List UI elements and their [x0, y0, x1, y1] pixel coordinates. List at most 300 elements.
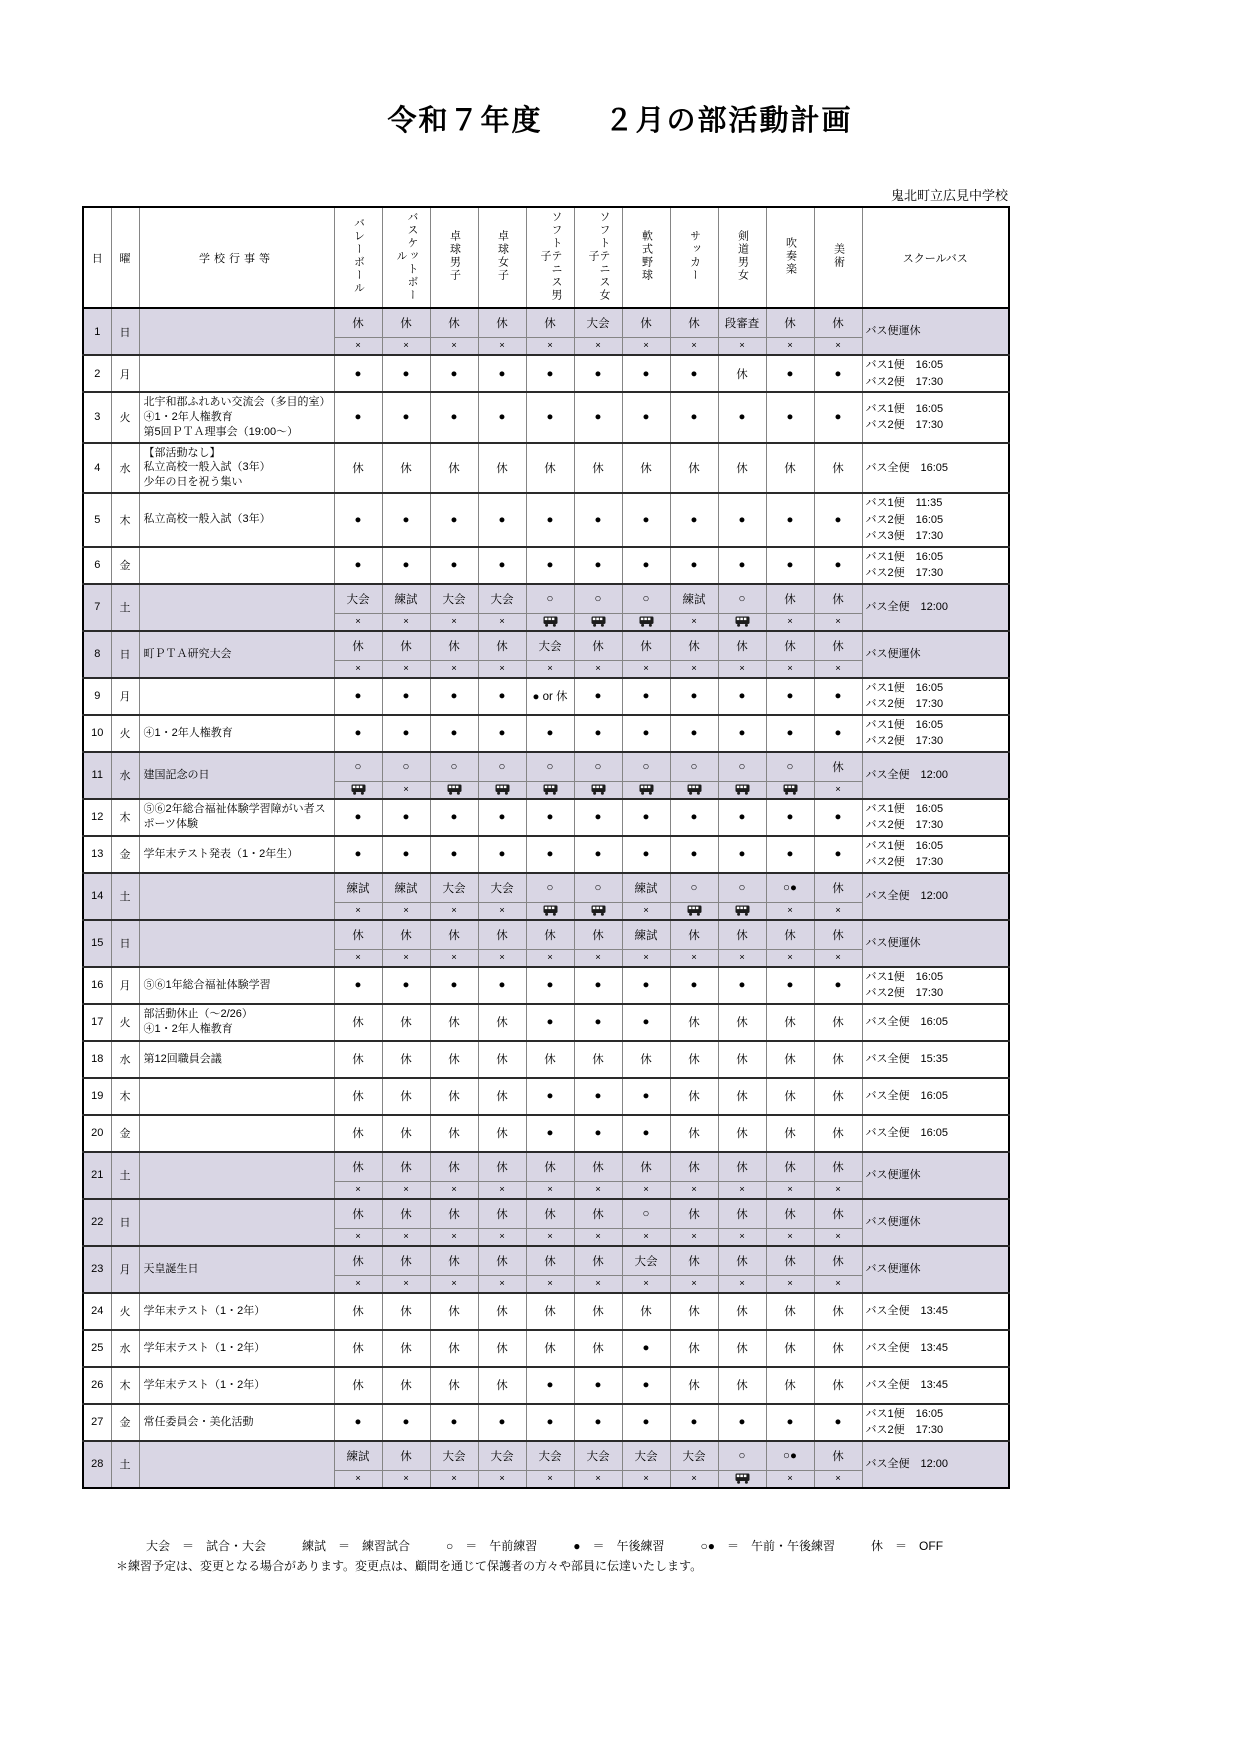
weekday: 金	[111, 547, 139, 584]
activity-mark: ●	[430, 799, 478, 836]
activity-mark: ●	[766, 493, 814, 547]
header-events: 学校行事等	[139, 207, 334, 308]
activity-mark: 休	[334, 920, 382, 950]
activity-mark: 休	[430, 1115, 478, 1152]
events-text	[139, 1004, 334, 1041]
header-club-7	[670, 207, 718, 308]
activity-mark: 休	[334, 1330, 382, 1367]
no-bus-mark: ×	[430, 1181, 478, 1199]
activity-mark: 大会	[478, 584, 526, 614]
weekday: 土	[111, 1152, 139, 1199]
weekday: 木	[111, 1367, 139, 1404]
school-name: 鬼北町立広見中学校	[890, 188, 1008, 203]
events-text	[139, 678, 334, 715]
activity-mark: ●	[622, 1115, 670, 1152]
activity-mark: ○	[574, 584, 622, 614]
bus-line: バス1便 16:05	[865, 550, 944, 563]
activity-mark: ●	[814, 1404, 862, 1441]
activity-mark: 大会	[430, 873, 478, 903]
schedule-row-day-12	[83, 799, 1009, 836]
events-text	[139, 584, 334, 631]
activity-mark: 休	[814, 1199, 862, 1229]
activity-mark: ●	[382, 547, 430, 584]
activity-mark: 練試	[334, 873, 382, 903]
activity-mark: 休	[478, 1078, 526, 1115]
activity-mark: ● or 休	[526, 678, 574, 715]
activity-mark: ●	[526, 1004, 574, 1041]
activity-mark: 大会	[622, 1246, 670, 1276]
activity-mark: 休	[766, 1367, 814, 1404]
activity-mark: 休	[526, 1330, 574, 1367]
bus-schedule	[862, 1152, 1009, 1199]
activity-mark: 休	[814, 1004, 862, 1041]
activity-mark: ●	[382, 1404, 430, 1441]
activity-mark: ●	[334, 1404, 382, 1441]
bus-ride-mark	[430, 781, 478, 799]
schedule-body	[83, 308, 1009, 1488]
no-bus-mark: ×	[670, 949, 718, 967]
activity-mark: 休	[670, 1152, 718, 1182]
day-number: 5	[83, 493, 111, 547]
activity-mark: ●	[622, 392, 670, 443]
no-bus-mark: ×	[334, 902, 382, 920]
activity-mark: ●	[334, 836, 382, 873]
schedule-row-day-18	[83, 1041, 1009, 1078]
bus-icon	[735, 616, 750, 627]
activity-mark: 休	[382, 920, 430, 950]
activity-mark: 大会	[430, 1441, 478, 1471]
activity-mark: 休	[622, 1041, 670, 1078]
activity-mark: ●	[430, 836, 478, 873]
day-number: 27	[83, 1404, 111, 1441]
events-text	[139, 547, 334, 584]
note-text: ＊練習予定は、変更となる場合があります。変更点は、顧問を通じて保護者の方々や部員に伝達いたします。	[116, 1558, 703, 1573]
day-number: 14	[83, 873, 111, 920]
no-bus-mark: ×	[382, 338, 430, 356]
bus-line: バス1便 11:35	[865, 497, 943, 510]
bus-schedule	[862, 443, 1009, 494]
weekday: 火	[111, 715, 139, 752]
activity-mark: 休	[334, 308, 382, 338]
activity-mark: ●	[670, 967, 718, 1004]
bus-line: バス1便 16:05	[865, 718, 944, 731]
activity-mark: 休	[766, 1078, 814, 1115]
day-number: 19	[83, 1078, 111, 1115]
activity-mark: ○	[766, 752, 814, 782]
activity-mark: 休	[334, 1367, 382, 1404]
activity-mark: 休	[382, 631, 430, 661]
activity-mark: ●	[574, 799, 622, 836]
activity-mark: 休	[766, 631, 814, 661]
activity-mark: ●	[382, 715, 430, 752]
activity-mark: ●	[574, 967, 622, 1004]
weekday: 土	[111, 1441, 139, 1488]
activity-mark: 休	[478, 631, 526, 661]
bus-icon	[639, 784, 654, 795]
bus-schedule	[862, 715, 1009, 752]
bus-schedule	[862, 584, 1009, 631]
activity-mark: ●	[622, 799, 670, 836]
activity-mark: 休	[478, 1367, 526, 1404]
activity-mark: ●	[526, 1367, 574, 1404]
bus-schedule	[862, 1367, 1009, 1404]
no-bus-mark: ×	[334, 1275, 382, 1293]
no-bus-mark: ×	[334, 613, 382, 631]
weekday: 日	[111, 631, 139, 678]
activity-mark: 休	[574, 443, 622, 494]
schedule-row-day-8	[83, 631, 1009, 661]
bus-ride-mark	[718, 781, 766, 799]
no-bus-mark: ×	[478, 660, 526, 678]
weekday: 水	[111, 752, 139, 799]
activity-mark: ○	[526, 584, 574, 614]
activity-mark: ●	[526, 1078, 574, 1115]
bus-icon	[591, 905, 606, 916]
no-bus-mark: ×	[478, 949, 526, 967]
activity-mark: 休	[718, 920, 766, 950]
activity-mark: ●	[718, 1404, 766, 1441]
bus-ride-mark	[766, 781, 814, 799]
activity-mark: ●	[478, 392, 526, 443]
activity-mark: 休	[670, 631, 718, 661]
events-text	[139, 308, 334, 355]
activity-mark: ●	[334, 392, 382, 443]
bus-line: バス便運休	[865, 325, 921, 338]
activity-mark: 休	[478, 1293, 526, 1330]
bus-schedule	[862, 392, 1009, 443]
activity-mark: ●	[526, 836, 574, 873]
bus-schedule	[862, 1293, 1009, 1330]
weekday: 木	[111, 493, 139, 547]
bus-schedule	[862, 799, 1009, 836]
day-number: 7	[83, 584, 111, 631]
activity-mark: ●	[526, 547, 574, 584]
bus-line: バス3便 17:30	[865, 530, 944, 543]
activity-mark: ●	[574, 547, 622, 584]
schedule-row-day-6	[83, 547, 1009, 584]
events-text	[139, 631, 334, 678]
event-line: 部活動休止（～2/26）	[143, 1008, 253, 1021]
activity-mark: ●	[622, 967, 670, 1004]
weekday: 土	[111, 873, 139, 920]
activity-mark: 休	[670, 1293, 718, 1330]
activity-mark: ●	[478, 678, 526, 715]
activity-mark: 休	[430, 1199, 478, 1229]
bus-line: バス1便 16:05	[865, 970, 944, 983]
activity-mark: 休	[622, 631, 670, 661]
activity-mark: 休	[382, 1004, 430, 1041]
no-bus-mark: ×	[718, 1228, 766, 1246]
activity-mark: ●	[766, 1404, 814, 1441]
no-bus-mark: ×	[766, 1470, 814, 1488]
no-bus-mark: ×	[382, 1181, 430, 1199]
no-bus-mark: ×	[382, 1275, 430, 1293]
no-bus-mark: ×	[430, 1275, 478, 1293]
activity-mark: 休	[526, 920, 574, 950]
activity-mark: ●	[382, 836, 430, 873]
bus-line: バス全便 13:45	[865, 1378, 949, 1391]
legend-item-1: 練試 ＝ 練習試合	[302, 1538, 411, 1553]
activity-mark: 大会	[478, 1441, 526, 1471]
activity-mark: 休	[574, 1152, 622, 1182]
bus-schedule	[862, 1041, 1009, 1078]
event-line: 第12回職員会議	[143, 1052, 222, 1065]
no-bus-mark: ×	[478, 1181, 526, 1199]
activity-mark: 休	[430, 443, 478, 494]
activity-mark: 休	[478, 1004, 526, 1041]
activity-mark: ○	[574, 873, 622, 903]
no-bus-mark: ×	[814, 660, 862, 678]
activity-mark: 休	[526, 443, 574, 494]
events-text	[139, 493, 334, 547]
no-bus-mark: ×	[814, 1181, 862, 1199]
bus-ride-mark	[574, 902, 622, 920]
events-text	[139, 1115, 334, 1152]
bus-schedule	[862, 355, 1009, 392]
activity-mark: 休	[766, 1246, 814, 1276]
header-club-0	[334, 207, 382, 308]
bus-line: バス便運休	[865, 1215, 921, 1228]
schedule-row-day-9	[83, 678, 1009, 715]
club-name: 卓球男子	[448, 230, 461, 282]
bus-ride-mark	[574, 781, 622, 799]
activity-mark: 休	[814, 1441, 862, 1471]
activity-mark: 休	[334, 1246, 382, 1276]
activity-mark: ○	[718, 1441, 766, 1471]
activity-mark: ●	[574, 715, 622, 752]
activity-mark: ○	[334, 752, 382, 782]
no-bus-mark: ×	[526, 1470, 574, 1488]
activity-mark: ●	[622, 836, 670, 873]
activity-mark: ●	[766, 678, 814, 715]
activity-mark: 休	[766, 1152, 814, 1182]
header-club-10	[814, 207, 862, 308]
activity-mark: 休	[622, 308, 670, 338]
club-name: 吹奏楽	[784, 236, 797, 276]
schedule-row-day-17	[83, 1004, 1009, 1041]
bus-schedule	[862, 873, 1009, 920]
activity-mark: 休	[430, 920, 478, 950]
activity-mark: 休	[478, 1199, 526, 1229]
bus-schedule	[862, 1441, 1009, 1488]
bus-line: バス全便 16:05	[865, 1089, 949, 1102]
activity-mark: 休	[382, 1152, 430, 1182]
activity-mark: 休	[718, 1246, 766, 1276]
header-row	[83, 207, 1009, 308]
activity-mark: ●	[334, 547, 382, 584]
activity-mark: ●	[814, 547, 862, 584]
schedule-row-day-26	[83, 1367, 1009, 1404]
activity-mark: ○	[430, 752, 478, 782]
no-bus-mark: ×	[478, 1470, 526, 1488]
no-bus-mark: ×	[334, 660, 382, 678]
weekday: 水	[111, 1330, 139, 1367]
activity-mark: ●	[334, 355, 382, 392]
events-text	[139, 443, 334, 494]
activity-mark: 休	[670, 1078, 718, 1115]
activity-mark: 休	[478, 443, 526, 494]
activity-mark: 休	[670, 1330, 718, 1367]
no-bus-mark: ×	[622, 338, 670, 356]
activity-mark: ●	[334, 715, 382, 752]
activity-mark: 練試	[670, 584, 718, 614]
event-line: 町ＰＴＡ研究大会	[143, 647, 232, 660]
day-number: 18	[83, 1041, 111, 1078]
day-number: 4	[83, 443, 111, 494]
activity-mark: ●	[574, 1115, 622, 1152]
schedule-row-day-5	[83, 493, 1009, 547]
bus-schedule	[862, 678, 1009, 715]
day-number: 26	[83, 1367, 111, 1404]
header-weekday: 曜	[111, 207, 139, 308]
bus-icon	[735, 784, 750, 795]
no-bus-mark: ×	[622, 949, 670, 967]
activity-mark: ●	[622, 547, 670, 584]
bus-ride-mark	[670, 902, 718, 920]
schedule-row-day-4	[83, 443, 1009, 494]
event-line: 学年末テスト発表（1・2年生）	[143, 847, 299, 860]
bus-icon	[783, 784, 798, 795]
activity-mark: ●	[766, 967, 814, 1004]
bus-ride-mark	[526, 902, 574, 920]
legend-item-3: ● ＝ 午後練習	[573, 1538, 665, 1553]
events-text	[139, 799, 334, 836]
activity-mark: 休	[382, 1330, 430, 1367]
activity-mark: 休	[766, 443, 814, 494]
activity-mark: ●	[766, 547, 814, 584]
activity-mark: 休	[766, 1041, 814, 1078]
bus-line: バス2便 17:30	[865, 698, 944, 711]
no-bus-mark: ×	[766, 902, 814, 920]
no-bus-mark: ×	[334, 1228, 382, 1246]
activity-mark: 休	[334, 1199, 382, 1229]
header-club-4	[526, 207, 574, 308]
activity-mark: 休	[382, 1199, 430, 1229]
activity-mark: ○	[382, 752, 430, 782]
activity-mark: 休	[382, 308, 430, 338]
activity-mark: ●	[526, 1115, 574, 1152]
activity-mark: 休	[766, 920, 814, 950]
event-line: 少年の日を祝う集い	[143, 476, 243, 489]
event-line: 学年末テスト（1・2年）	[143, 1341, 266, 1354]
activity-mark: ●	[382, 392, 430, 443]
activity-mark: ○●	[766, 1441, 814, 1471]
activity-mark: 休	[670, 1367, 718, 1404]
day-number: 6	[83, 547, 111, 584]
activity-mark: 休	[670, 920, 718, 950]
bus-line: バス全便 12:00	[865, 600, 949, 613]
activity-mark: ●	[478, 967, 526, 1004]
bus-ride-mark	[526, 613, 574, 631]
day-number: 16	[83, 967, 111, 1004]
bus-icon	[447, 784, 462, 795]
bus-line: バス2便 17:30	[865, 819, 944, 832]
bus-icon	[591, 616, 606, 627]
activity-mark: 休	[814, 308, 862, 338]
no-bus-mark: ×	[814, 1470, 862, 1488]
activity-mark: 練試	[382, 873, 430, 903]
bus-line: バス2便 17:30	[865, 856, 944, 869]
activity-mark: 休	[430, 308, 478, 338]
activity-mark: 休	[334, 1293, 382, 1330]
day-number: 25	[83, 1330, 111, 1367]
day-number: 22	[83, 1199, 111, 1246]
weekday: 木	[111, 1078, 139, 1115]
day-number: 23	[83, 1246, 111, 1293]
bus-line: バス2便 17:30	[865, 1424, 944, 1437]
events-text	[139, 1404, 334, 1441]
club-name: ソフトテニス女子	[587, 210, 610, 302]
bus-ride-mark	[718, 1470, 766, 1488]
no-bus-mark: ×	[382, 949, 430, 967]
no-bus-mark: ×	[814, 949, 862, 967]
bus-ride-mark	[718, 902, 766, 920]
activity-mark: 休	[574, 1330, 622, 1367]
no-bus-mark: ×	[718, 338, 766, 356]
bus-line: バス1便 16:05	[865, 1407, 944, 1420]
events-text	[139, 392, 334, 443]
activity-mark: ○	[718, 873, 766, 903]
activity-mark: ○	[622, 752, 670, 782]
activity-mark: 休	[718, 1041, 766, 1078]
activity-mark: 休	[814, 1293, 862, 1330]
header-club-2	[430, 207, 478, 308]
bus-icon	[687, 905, 702, 916]
no-bus-mark: ×	[766, 1181, 814, 1199]
events-text	[139, 355, 334, 392]
event-line: 天皇誕生日	[143, 1262, 199, 1275]
activity-mark: 休	[334, 1078, 382, 1115]
schedule-row-day-22	[83, 1199, 1009, 1229]
no-bus-mark: ×	[814, 1228, 862, 1246]
legend-item-5: 休 ＝ OFF	[871, 1538, 944, 1553]
no-bus-mark: ×	[478, 902, 526, 920]
activity-mark: ●	[574, 392, 622, 443]
schedule-row-day-23	[83, 1246, 1009, 1276]
bus-line: バス2便 17:30	[865, 735, 944, 748]
activity-mark: ●	[622, 493, 670, 547]
activity-mark: 休	[814, 1367, 862, 1404]
activity-mark: 休	[814, 752, 862, 782]
no-bus-mark: ×	[766, 1275, 814, 1293]
no-bus-mark: ×	[430, 1228, 478, 1246]
schedule-row-day-28	[83, 1441, 1009, 1471]
no-bus-mark: ×	[334, 1470, 382, 1488]
bus-line: バス1便 16:05	[865, 359, 944, 371]
activity-mark: 休	[814, 1115, 862, 1152]
bus-schedule	[862, 547, 1009, 584]
activity-mark: ●	[622, 1078, 670, 1115]
events-text	[139, 1246, 334, 1293]
activity-mark: 休	[622, 1293, 670, 1330]
no-bus-mark: ×	[766, 613, 814, 631]
bus-line: バス全便 15:35	[865, 1052, 949, 1065]
schedule-row-day-19	[83, 1078, 1009, 1115]
bus-line: バス1便 16:05	[865, 839, 944, 852]
event-line: 私立高校一般入試（3年）	[143, 461, 271, 474]
bus-icon	[591, 784, 606, 795]
activity-mark: ○	[622, 1199, 670, 1229]
activity-mark: 休	[574, 1199, 622, 1229]
activity-mark: 休	[478, 1152, 526, 1182]
weekday: 木	[111, 799, 139, 836]
activity-mark: ●	[766, 392, 814, 443]
activity-mark: 休	[382, 443, 430, 494]
weekday: 火	[111, 392, 139, 443]
no-bus-mark: ×	[814, 613, 862, 631]
schedule-row-day-3	[83, 392, 1009, 443]
activity-mark: 大会	[574, 308, 622, 338]
